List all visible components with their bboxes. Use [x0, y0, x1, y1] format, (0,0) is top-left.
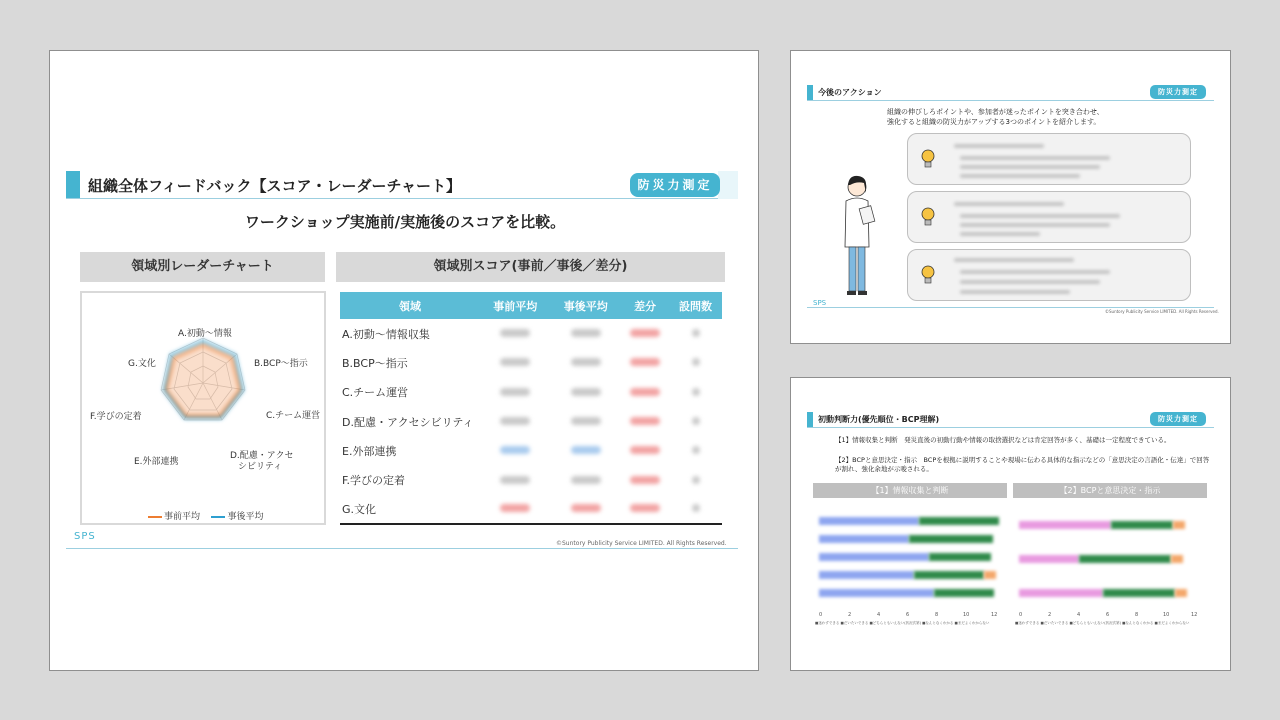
- col-header: 事前平均: [480, 292, 551, 319]
- redacted-value: [500, 329, 530, 337]
- title-accent-bar: [66, 171, 80, 198]
- bar-segment: [1175, 589, 1187, 597]
- redacted-value: [692, 358, 700, 366]
- table-row: [340, 436, 722, 465]
- action-card: [907, 133, 1191, 185]
- axis-tick: 12: [991, 612, 998, 618]
- redacted-value: [692, 388, 700, 396]
- radar-chart: [80, 291, 326, 525]
- radar-axis-label: C.チーム運営: [266, 411, 321, 421]
- redacted-value: [692, 476, 700, 484]
- bar-segment: [1103, 589, 1175, 597]
- redacted-text: [960, 270, 1110, 274]
- redacted-text: [954, 202, 1064, 206]
- intro-line: 組織の伸びしろポイントや、参加者が迷ったポイントを突き合わせ、: [887, 108, 1104, 116]
- copyright: ©Suntory Publicity Service LIMITED. All Rights Reserved.: [1105, 309, 1219, 314]
- axis-tick: 0: [1019, 612, 1023, 618]
- col-header: 設問数: [669, 292, 722, 319]
- thumbnail-slide-initial-judgment[interactable]: [790, 377, 1231, 671]
- redacted-value: [500, 504, 530, 512]
- redacted-value: [630, 417, 660, 425]
- axis-tick: 12: [1191, 612, 1198, 618]
- axis-tick: 8: [935, 612, 939, 618]
- table-row: [340, 348, 722, 377]
- summary-bullet: 【1】情報収集と判断 発災直後の初動行動や情報の取捨選択などは肯定回答が多く、基礎は一定程度できている。: [835, 436, 1171, 444]
- footer-divider: [807, 307, 1214, 308]
- col-header: 領域: [340, 292, 480, 319]
- axis-tick: 10: [963, 612, 970, 618]
- redacted-value: [500, 358, 530, 366]
- table-row: [340, 378, 722, 407]
- intro-line: 強化すると組織の防災力がアップする3つのポイントを紹介します。: [887, 118, 1101, 126]
- redacted-value: [500, 417, 530, 425]
- redacted-text: [954, 144, 1044, 148]
- redacted-value: [630, 446, 660, 454]
- row-label: A.初動～情報収集: [342, 327, 430, 341]
- axis-tick: 6: [1106, 612, 1110, 618]
- redacted-value: [500, 446, 530, 454]
- action-card: [907, 249, 1191, 301]
- bar-segment: [1079, 555, 1171, 563]
- redacted-value: [692, 446, 700, 454]
- radar-axis-label: A.初動～情報: [178, 329, 232, 339]
- bar-segment: [919, 517, 999, 525]
- slide-title: 今後のアクション: [818, 88, 882, 97]
- row-label: G.文化: [340, 495, 480, 524]
- redacted-value: [630, 329, 660, 337]
- panel-header: 【1】情報収集と判断: [813, 483, 1007, 498]
- redacted-text: [960, 156, 1110, 160]
- redacted-text: [954, 258, 1074, 262]
- redacted-value: [500, 388, 530, 396]
- redacted-value: [692, 417, 700, 425]
- redacted-value: [692, 504, 700, 512]
- redacted-value: [571, 446, 601, 454]
- badge-background: [718, 171, 738, 199]
- bar-segment: [984, 571, 996, 579]
- axis-tick: 10: [1163, 612, 1170, 618]
- radar-axis-label: G.文化: [128, 359, 156, 369]
- redacted-value: [630, 504, 660, 512]
- redacted-text: [960, 174, 1080, 178]
- row-label: F.学びの定着: [342, 474, 406, 488]
- sps-logo: SPS: [74, 531, 96, 542]
- brand-badge: 防災力測定: [630, 173, 720, 197]
- redacted-value: [630, 388, 660, 396]
- row-label: D.配慮・アクセシビリティ: [342, 415, 474, 429]
- axis-tick: 0: [819, 612, 823, 618]
- lightbulb-icon: [920, 263, 936, 287]
- redacted-value: [630, 358, 660, 366]
- row-label: C.チーム運営: [342, 386, 409, 400]
- legend-label-post: 事後平均: [227, 512, 264, 522]
- bar-segment: [1019, 521, 1111, 529]
- slide-title: 組織全体フィードバック【スコア・レーダーチャート】: [88, 177, 462, 195]
- redacted-value: [571, 417, 601, 425]
- bar-segment: [1173, 521, 1185, 529]
- radar-axis-label: F.学びの定着: [90, 412, 142, 422]
- axis-tick: 4: [1077, 612, 1081, 618]
- bar-segment: [1019, 555, 1079, 563]
- radar-legend: [148, 509, 263, 522]
- action-card: [907, 191, 1191, 243]
- panel-header: 【2】BCPと意思決定・指示: [1013, 483, 1207, 498]
- bar-segment: [819, 589, 934, 597]
- chart-legend: ■迷わずできる ■だいたいできる ■どちらともいえない(状況次第) ■なんとなくわかる ■まだよくわからない: [1015, 621, 1190, 625]
- redacted-text: [960, 280, 1100, 284]
- bar-segment: [914, 571, 984, 579]
- table-row: [340, 495, 722, 524]
- radar-axis-label: D.配慮・アクセ: [230, 451, 294, 461]
- bar-chart-panel: [813, 499, 1007, 611]
- footer-divider: [66, 548, 738, 549]
- axis-tick: 2: [1048, 612, 1052, 618]
- lightbulb-icon: [920, 205, 936, 229]
- radar-axis-label: E.外部連携: [134, 457, 179, 467]
- slide-title: 初動判断力(優先順位・BCP理解): [818, 415, 940, 424]
- bar-segment: [819, 535, 909, 543]
- table-section-header: 領域別スコア(事前／事後／差分): [336, 252, 725, 282]
- table-row: [340, 407, 722, 436]
- slide-subtitle: ワークショップ実施前/実施後のスコアを比較。: [244, 213, 566, 231]
- slide-header: [66, 171, 738, 199]
- bar-segment: [1171, 555, 1183, 563]
- col-header: 差分: [621, 292, 669, 319]
- redacted-value: [692, 329, 700, 337]
- copyright: ©Suntory Publicity Service LIMITED. All Rights Reserved.: [556, 540, 727, 547]
- chart-legend: ■迷わずできる ■だいたいできる ■どちらともいえない(状況次第) ■なんとなくわかる ■まだよくわからない: [815, 621, 990, 625]
- table-row: [340, 319, 722, 348]
- radar-axis-label: シビリティ: [238, 462, 283, 472]
- legend-swatch-pre: [148, 516, 162, 518]
- axis-tick: 4: [877, 612, 881, 618]
- row-label: B.BCP～指示: [342, 356, 408, 370]
- brand-badge: 防災力測定: [1150, 412, 1206, 426]
- redacted-text: [960, 165, 1100, 169]
- axis-tick: 6: [906, 612, 910, 618]
- radar-axis-label: B.BCP～指示: [254, 359, 308, 369]
- bar-segment: [1019, 589, 1103, 597]
- bar-chart-panel: [1013, 499, 1207, 611]
- summary-bullet: 【2】BCPと意思決定・指示 BCPを根拠に説明することや現場に伝わる具体的な指示などの「意思決定の言語化・伝達」で回答が割れ、強化余地が示唆される。: [835, 456, 1210, 473]
- slide-header: [807, 412, 1214, 428]
- main-slide[interactable]: [49, 50, 759, 671]
- radar-plot: [82, 293, 324, 493]
- sps-logo: SPS: [813, 299, 827, 307]
- table-row: [340, 465, 722, 494]
- redacted-text: [960, 223, 1110, 227]
- bar-segment: [1111, 521, 1173, 529]
- bar-segment: [819, 553, 929, 561]
- bar-segment: [929, 553, 991, 561]
- legend-swatch-post: [211, 516, 225, 518]
- radar-section-header: 領域別レーダーチャート: [80, 252, 325, 282]
- radar-series-pre: [166, 345, 240, 416]
- bar-segment: [909, 535, 993, 543]
- redacted-value: [571, 358, 601, 366]
- score-table: [340, 292, 722, 525]
- title-accent-bar: [807, 85, 813, 100]
- redacted-value: [571, 329, 601, 337]
- row-label: E.外部連携: [342, 444, 397, 458]
- redacted-text: [960, 290, 1070, 294]
- redacted-text: [960, 214, 1120, 218]
- legend-label-pre: 事前平均: [164, 512, 201, 522]
- score-table-header: [340, 292, 722, 319]
- redacted-value: [500, 476, 530, 484]
- redacted-text: [960, 232, 1040, 236]
- title-accent-bar: [807, 412, 813, 427]
- bar-segment: [819, 571, 914, 579]
- redacted-value: [571, 476, 601, 484]
- bar-segment: [934, 589, 994, 597]
- axis-tick: 2: [848, 612, 852, 618]
- redacted-value: [571, 388, 601, 396]
- redacted-value: [571, 504, 601, 512]
- thumbnail-slide-actions[interactable]: [790, 50, 1231, 344]
- redacted-value: [630, 476, 660, 484]
- brand-badge: 防災力測定: [1150, 85, 1206, 99]
- axis-tick: 8: [1135, 612, 1139, 618]
- col-header: 事後平均: [551, 292, 622, 319]
- person-illustration: [837, 173, 881, 299]
- lightbulb-icon: [920, 147, 936, 171]
- slide-header: [807, 85, 1214, 101]
- bar-segment: [819, 517, 919, 525]
